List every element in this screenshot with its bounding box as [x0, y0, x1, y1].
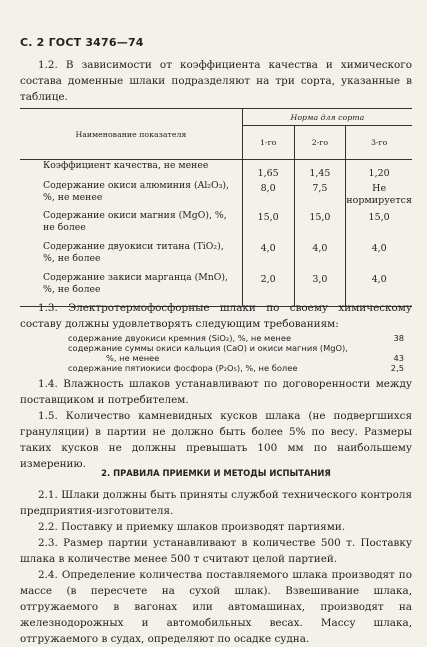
requirement-value: 38 — [393, 333, 404, 343]
section-title: 2. ПРАВИЛА ПРИЕМКИ И МЕТОДЫ ИСПЫТАНИЯ — [101, 468, 331, 478]
col-header-grade-3: 3-го — [346, 126, 412, 160]
col-header-group: Норма для сорта — [242, 109, 412, 126]
requirements-list — [68, 333, 408, 373]
paragraph-1-2: 1.2. В зависимости от коэффициента качества и химического состава доменные шлаки подразделяют на три сорта, указанные в таблице. — [20, 59, 412, 103]
requirement-label: содержание двуокиси кремния (SiO₂), %, не менее — [68, 333, 292, 343]
page-header: С. 2 ГОСТ 3476—74 — [20, 36, 144, 49]
list-item — [68, 363, 408, 373]
norms-table — [20, 108, 412, 307]
row-value-grade-2: 1,45 — [294, 160, 346, 181]
list-item — [68, 343, 408, 353]
table-row — [20, 210, 412, 241]
requirement-label: содержание пятиокиси фосфора (P₂O₅), %, не более — [68, 363, 298, 373]
col-header-name: Наименование показателя — [20, 109, 242, 160]
paragraph-1-5: 1.5. Количество камневидных кусков шлака (не подвергшихся грануляции) в партии не должно быть более 5% по весу. Размеры таких кусков не должны превышать 100 мм по наибольшему измерению. — [20, 410, 412, 470]
table-row — [20, 241, 412, 272]
row-name: Содержание двуокиси титана (TiO₂), %, не более — [43, 241, 224, 264]
requirement-label: содержание суммы окиси кальция (CaO) и окиси магния (MgO), — [68, 343, 348, 353]
row-value-grade-1: 2,0 — [242, 272, 294, 307]
row-value-grade-3: 4,0 — [346, 241, 412, 272]
paragraph-2-1: 2.1. Шлаки должны быть приняты службой технического контроля предприятия-изготовителя. — [20, 489, 412, 517]
col-header-grade-2: 2-го — [294, 126, 346, 160]
row-value-grade-2: 4,0 — [294, 241, 346, 272]
row-value-grade-1: 1,65 — [242, 160, 294, 181]
row-name: Содержание закиси марганца (MnO), %, не более — [20, 272, 242, 307]
row-value-grade-1: 8,0 — [242, 180, 294, 210]
row-value-grade-2: 7,5 — [294, 180, 346, 210]
requirement-label: %, не менее — [106, 353, 160, 363]
row-value-grade-3: 4,0 — [346, 272, 412, 307]
paragraph-2-2: 2.2. Поставку и приемку шлаков производят партиями. — [38, 521, 346, 533]
table-row — [20, 180, 412, 210]
row-value-grade-1: 4,0 — [242, 241, 294, 272]
list-item — [68, 333, 408, 343]
row-value-grade-3: 1,20 — [346, 160, 412, 181]
row-value-grade-1: 15,0 — [242, 210, 294, 241]
paragraph-2-4: 2.4. Определение количества поставляемого шлака производят по массе (в пересчете на сухой шлак). Взвешивание шлака, отгружаемого в вагонах или автомашинах, производят на железнодорожных и автомобильных весах. Массу шлака, отгружаемого в судах, определяют по осадке судна. — [20, 569, 412, 645]
col-header-grade-1: 1-го — [242, 126, 294, 160]
paragraph-2-3: 2.3. Размер партии устанавливают в количестве 500 т. Поставку шлака в количестве менее 500 т считают целой партией. — [20, 537, 412, 565]
row-value-grade-3: 15,0 — [346, 210, 412, 241]
row-value-grade-3: Не нормируется — [346, 180, 412, 210]
requirement-value: 43 — [393, 353, 404, 363]
requirement-value: 2,5 — [390, 363, 404, 373]
list-item — [68, 353, 408, 363]
row-name: Содержание окиси алюминия (Al₂O₃), %, не менее — [43, 180, 229, 203]
table-row — [20, 160, 412, 181]
row-value-grade-2: 3,0 — [294, 272, 346, 307]
paragraph-1-4: 1.4. Влажность шлаков устанавливают по договоренности между поставщиком и потребителем. — [20, 378, 412, 406]
row-value-grade-2: 15,0 — [294, 210, 346, 241]
paragraph-1-3: 1.3. Электротермофосфорные шлаки по своему химическому составу должны удовлетворять следующим требованиям: — [20, 302, 412, 330]
row-name: Коэффициент качества, не менее — [43, 160, 209, 171]
row-name: Содержание окиси магния (MgO), %, не более — [43, 210, 227, 233]
